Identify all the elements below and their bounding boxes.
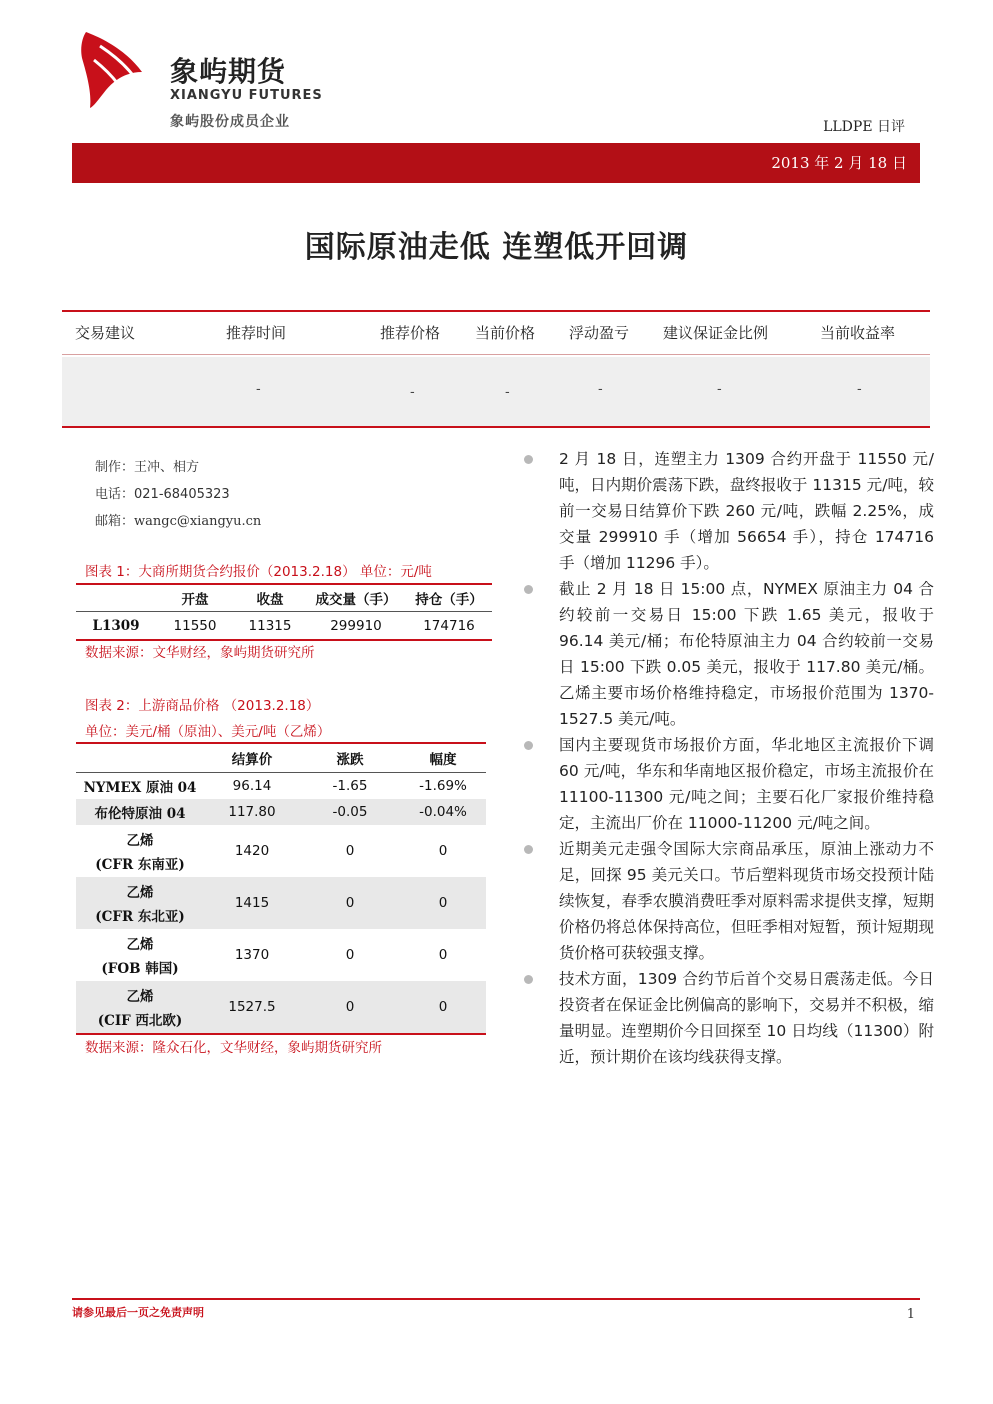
report-type: LLDPE 日评 <box>823 119 905 135</box>
price-change: -1.65 <box>332 778 368 794</box>
bullet-text: 截止 2 月 18 日 15:00 点，NYMEX 原油主力 04 合约较前一交易日 15:00 下跌 1.65 美元，报收于 96.14 美元/桶；布伦特原油主力 04 合约较前一交易日 15:00 下跌 0.05 美元，报收于 117.80 美元/桶。乙烯主要市场价格维持稳定，市场报价范围为 1370-1527.5 美元/吨。 <box>559 580 934 728</box>
advice-body <box>62 357 930 427</box>
commodity-name <box>76 877 204 929</box>
page-title: 国际原油走低 连塑低开回调 <box>304 230 689 265</box>
bullet-paragraph <box>522 732 934 836</box>
table1-cell: 11550 <box>173 617 217 634</box>
advice-value: - <box>505 385 510 400</box>
author-phone: 电话：021-68405323 <box>95 487 230 502</box>
table1-header <box>76 584 156 612</box>
table1-header: 持仓（手） <box>406 584 492 612</box>
author-email[interactable]: 邮箱：wangc@xiangyu.cn <box>95 514 262 529</box>
settle-price: 117.80 <box>204 799 300 825</box>
commodity-name: NYMEX 原油 04 <box>83 780 197 796</box>
futures-quote-table <box>76 583 492 641</box>
bullet-dot-icon <box>524 741 533 750</box>
price-change: -0.05 <box>300 799 400 825</box>
advice-header: 当前价格 <box>475 324 536 342</box>
advice-mid-rule <box>62 354 930 355</box>
table-row <box>76 799 486 825</box>
commodity-name: 布伦特原油 04 <box>76 799 204 825</box>
advice-header: 推荐价格 <box>380 324 441 342</box>
price-pct: 0 <box>438 843 448 859</box>
table2-title: 图表 2：上游商品价格 （2013.2.18） <box>85 698 320 714</box>
advice-header: 建议保证金比例 <box>663 324 769 342</box>
bullet-dot-icon <box>524 975 533 984</box>
report-date: 2013 年 2 月 18 日 <box>771 154 907 172</box>
price-change: 0 <box>300 981 400 1034</box>
table1-cell: 11315 <box>248 617 292 634</box>
settle-price: 1370 <box>234 947 270 963</box>
table1-title: 图表 1：大商所期货合约报价（2013.2.18） 单位：元/吨 <box>85 564 432 580</box>
table1-header: 成交量（手） <box>306 584 406 612</box>
table2-header: 幅度 <box>400 743 486 773</box>
settle-price: 1415 <box>204 877 300 929</box>
price-change: 0 <box>345 843 355 859</box>
bullet-dot-icon <box>524 455 533 464</box>
upstream-price-table <box>76 742 486 1035</box>
footer-rule <box>72 1298 920 1300</box>
red-flag-logo-icon <box>80 28 146 110</box>
price-pct: 0 <box>400 877 486 929</box>
commodity-name <box>76 929 204 981</box>
advice-header: 交易建议 <box>75 324 136 342</box>
table-row <box>76 981 486 1034</box>
price-pct: 0 <box>438 947 448 963</box>
table1-cell: 174716 <box>423 617 475 634</box>
bullet-dot-icon <box>524 845 533 854</box>
table1-cell: L1309 <box>92 617 140 634</box>
commodity-name-line2: (CIF 西北欧) <box>97 1013 183 1029</box>
bullet-text: 2 月 18 日，连塑主力 1309 合约开盘于 11550 元/吨，日内期价震荡下跌，盘终报收于 11315 元/吨，较前一交易日结算价下跌 260 元/吨，跌幅 2.25%，成交量 299910 手（增加 56654 手），持仓 174716 手（增加 11296 手）。 <box>559 450 934 572</box>
table-row <box>76 612 492 641</box>
brand-subtitle: 象屿股份成员企业 <box>170 114 290 130</box>
commentary-bullets <box>522 446 934 1070</box>
price-pct: 0 <box>400 981 486 1034</box>
commodity-name-line1: 乙烯 <box>126 885 154 901</box>
commodity-name-line1: 乙烯 <box>126 937 154 953</box>
bullet-paragraph <box>522 446 934 576</box>
advice-value: - <box>717 382 722 397</box>
advice-header: 当前收益率 <box>820 324 896 342</box>
table-row <box>76 929 486 981</box>
trade-advice-table <box>62 310 930 430</box>
commodity-name <box>76 981 204 1034</box>
table1-source: 数据来源：文华财经，象屿期货研究所 <box>85 645 315 661</box>
table2-header: 涨跌 <box>300 743 400 773</box>
table2-header: 结算价 <box>204 743 300 773</box>
settle-price: 1527.5 <box>204 981 300 1034</box>
page-number: 1 <box>906 1307 915 1322</box>
bullet-text: 国内主要现货市场报价方面，华北地区主流报价下调 60 元/吨，华东和华南地区报价稳定，市场主流报价在 11100-11300 元/吨之间；主要石化厂家报价维持稳定，主流出厂价在 11000-11200 元/吨之间。 <box>559 736 934 832</box>
bullet-paragraph <box>522 576 934 732</box>
table2-unit: 单位：美元/桶（原油）、美元/吨（乙烯） <box>85 724 331 740</box>
commodity-name <box>76 825 204 877</box>
table-row <box>76 773 486 800</box>
table1-header: 收盘 <box>234 584 306 612</box>
table1-cell: 299910 <box>330 617 382 634</box>
commodity-name-line1: 乙烯 <box>126 989 154 1005</box>
bullet-dot-icon <box>524 585 533 594</box>
price-pct: -0.04% <box>400 799 486 825</box>
bullet-text: 近期美元走强令国际大宗商品承压，原油上涨动力不足，回探 95 美元关口。节后塑料现货市场交投预计陆续恢复，春季农膜消费旺季对原料需求提供支撑，短期价格仍将总体保持高位，但旺季相对短暂，预计短期现货价格可获较强支撑。 <box>559 840 934 962</box>
advice-value: - <box>857 382 862 397</box>
advice-top-rule <box>62 310 930 312</box>
table2-source: 数据来源：隆众石化，文华财经，象屿期货研究所 <box>85 1040 382 1056</box>
advice-value: - <box>410 385 415 400</box>
disclaimer-note: 请参见最后一页之免责声明 <box>72 1306 204 1319</box>
settle-price: 1420 <box>234 843 270 859</box>
table-row <box>76 877 486 929</box>
price-change: 0 <box>345 947 355 963</box>
bullet-paragraph <box>522 966 934 1070</box>
bullet-text: 技术方面，1309 合约节后首个交易日震荡走低。今日投资者在保证金比例偏高的影响下，交易并不积极，缩量明显。连塑期价今日回探至 10 日均线（11300）附近，预计期价在该均线获得支撑。 <box>559 970 934 1066</box>
commodity-name-line2: (FOB 韩国) <box>101 961 179 977</box>
commodity-name-line2: (CFR 东北亚) <box>95 909 185 925</box>
author-maker: 制作：王冲、相方 <box>95 460 200 475</box>
price-change: 0 <box>300 877 400 929</box>
advice-value: - <box>598 382 603 397</box>
advice-header: 推荐时间 <box>226 324 287 342</box>
settle-price: 96.14 <box>232 778 272 794</box>
price-pct: -1.69% <box>419 778 467 794</box>
commodity-name-line1: 乙烯 <box>126 833 154 849</box>
table2-header <box>76 743 204 773</box>
brand-name-en: XIANGYU FUTURES <box>170 88 323 103</box>
advice-value: - <box>256 382 261 397</box>
brand-name-cn: 象屿期货 <box>170 55 287 88</box>
advice-bottom-rule <box>62 426 930 428</box>
table-row <box>76 825 486 877</box>
commodity-name-line2: (CFR 东南亚) <box>95 857 185 873</box>
table1-header: 开盘 <box>156 584 234 612</box>
advice-header: 浮动盈亏 <box>569 324 630 342</box>
bullet-paragraph <box>522 836 934 966</box>
